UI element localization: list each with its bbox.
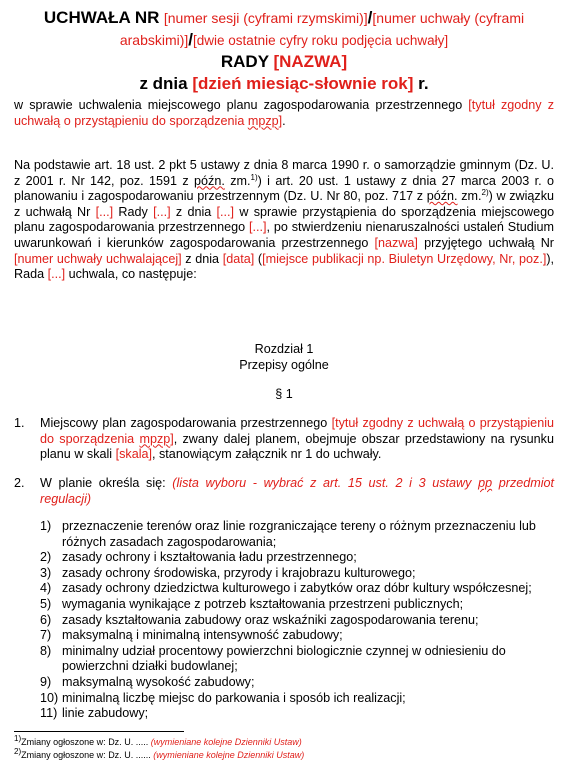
placeholder: [nazwa] xyxy=(374,235,418,250)
basis-text: przyjętego uchwałą Nr xyxy=(424,235,554,250)
footnote-source: Dz. U. ..... xyxy=(108,737,149,747)
resolution-number-placeholder: [numer uchwały (cyframi arabskimi)] xyxy=(119,10,525,48)
footnote-note: (wymieniane kolejne Dzienniki Ustaw) xyxy=(153,749,305,760)
list-item-text: minimalną liczbę miejsc do parkowania i sposób ich realizacji; xyxy=(62,690,406,705)
list-item xyxy=(40,628,554,644)
footnote-number: 2) xyxy=(14,746,22,756)
item-text xyxy=(40,416,554,463)
date-suffix: r. xyxy=(418,74,429,93)
year-placeholder: [dwie ostatnie cyfry roku podjęcia uchwały] xyxy=(193,33,449,48)
council-prefix: RADY xyxy=(220,52,269,71)
pp-abbrev: pp xyxy=(478,476,493,490)
item-text-part: W planie określa się: xyxy=(40,476,166,490)
placeholder: [miejsce publikacji np. Biuletyn Urzędowy, Nr, poz.] xyxy=(262,251,547,266)
placeholder: [...] xyxy=(47,267,66,282)
basis-text: zm. xyxy=(230,173,251,188)
item-text xyxy=(40,476,554,507)
pozn-abbrev: późn. xyxy=(194,173,225,188)
list-item-number: 11) xyxy=(40,706,58,721)
list-item-text: maksymalną i minimalną intensywność zabudowy; xyxy=(62,628,343,643)
item-text-part: Miejscowy plan zagospodarowania przestrzennego xyxy=(40,416,328,430)
scale-placeholder: [skala] xyxy=(115,447,153,462)
list-item-text: przeznaczenie terenów oraz linie rozgraniczające tereny o różnym przeznaczeniu lub różnych zasadach zagospodarowania; xyxy=(62,519,536,549)
footnote-ref[interactable]: 2) xyxy=(481,188,489,197)
note-text: (lista wyboru - wybrać z art. 15 ust. 2 i 3 ustawy xyxy=(172,476,472,490)
list-item xyxy=(40,519,554,550)
placeholder-close: ] xyxy=(278,113,283,128)
date-placeholder: [dzień miesiąc-słownie rok] xyxy=(192,74,414,93)
placeholder: [...] xyxy=(153,204,171,219)
regulation-scope-list xyxy=(40,519,554,722)
list-item-2 xyxy=(14,476,554,507)
basis-text: ) i art. 20 ust. 1 ustawy z dnia 27 marca 2003 r. o planowaniu i zagospodarowaniu przestrzennym (Dz. U. Nr 80, poz. 717 z xyxy=(14,173,555,204)
basis-text: z dnia xyxy=(185,251,220,266)
placeholder-close: ] xyxy=(170,431,174,446)
list-item xyxy=(40,675,554,691)
list-item-number: 7) xyxy=(40,628,52,643)
basis-text: ), Rada xyxy=(14,251,555,282)
section-mark: § 1 xyxy=(275,387,293,401)
basis-text: Na podstawie art. 18 ust. 2 pkt 5 ustawy z dnia 8 marca 1990 r. o samorządzie gminnym (Dz. U. z 2001 r. Nr 142, poz. 1591 z xyxy=(14,158,554,188)
list-item xyxy=(40,644,554,675)
date-line xyxy=(14,73,554,95)
mpzp-abbrev: mpzp xyxy=(247,113,279,128)
item-number: 2. xyxy=(14,476,25,490)
subject-paragraph xyxy=(14,98,554,129)
list-item-number: 9) xyxy=(40,674,52,689)
session-placeholder: [numer sesji (cyframi rzymskimi)] xyxy=(163,10,368,26)
list-item xyxy=(40,613,554,629)
list-item-text: zasady ochrony i kształtowania ładu przestrzennego; xyxy=(62,550,357,565)
placeholder-text: [tytuł zgodny z uchwałą o przystąpieniu do sporządzenia xyxy=(14,98,554,128)
basis-text: zm. xyxy=(461,189,482,204)
title-prefix: UCHWAŁA NR xyxy=(43,8,160,27)
list-item-text: zasady ochrony dziedzictwa kulturowego i zabytków oraz dóbr kultury współczesnej; xyxy=(62,581,532,596)
list-item-number: 1) xyxy=(40,519,52,533)
placeholder-text: [tytuł zgodny z uchwałą o przystąpieniu do sporządzenia xyxy=(40,416,554,446)
subject-end: . xyxy=(282,113,286,128)
note-text: przedmiot regulacji) xyxy=(40,476,555,506)
placeholder: [numer uchwały uchwalającej] xyxy=(14,251,182,266)
resolution-header xyxy=(14,7,554,95)
list-item-number: 5) xyxy=(40,596,52,611)
footnote-source: Dz. U. ...... xyxy=(108,749,151,760)
list-item xyxy=(40,597,554,613)
basis-text: Rady xyxy=(118,204,148,219)
chapter-title: Przepisy ogólne xyxy=(239,358,329,372)
list-item xyxy=(40,691,554,707)
subject-text: w sprawie uchwalenia miejscowego planu zagospodarowania przestrzennego xyxy=(14,98,463,112)
list-item-text: maksymalną wysokość zabudowy; xyxy=(62,674,255,689)
basis-text: uchwala, co następuje: xyxy=(68,267,197,282)
chapter-label: Rozdział 1 xyxy=(254,342,314,356)
list-item-number: 6) xyxy=(40,612,52,627)
list-item xyxy=(40,566,554,582)
item-number: 1. xyxy=(14,416,25,430)
pozn-abbrev: późn. xyxy=(426,189,458,204)
item-text-part: , zwany dalej planem, obejmuje obszar przedstawiony na rysunku planu w skali xyxy=(40,431,554,462)
list-item-1 xyxy=(14,416,554,463)
placeholder: [data] xyxy=(222,251,255,266)
list-item-text: zasady kształtowania zabudowy oraz wskaźniki zagospodarowania terenu; xyxy=(62,612,479,627)
list-item-text: minimalny udział procentowy powierzchni biologicznie czynnej w odniesieniu do powierzchni działki budowlanej; xyxy=(62,643,506,674)
mpzp-abbrev: mpzp xyxy=(139,431,171,446)
footnote xyxy=(14,746,305,762)
list-item xyxy=(40,706,554,722)
footnote-ref[interactable]: 1) xyxy=(250,172,258,182)
footnotes xyxy=(14,736,304,761)
item-text-part: , stanowiącym załącznik nr 1 do uchwały. xyxy=(152,447,382,462)
list-item-number: 2) xyxy=(40,550,52,565)
separator: / xyxy=(188,30,194,49)
list-item-text: wymagania wynikające z potrzeb kształtowania przestrzeni publicznych; xyxy=(62,596,464,611)
council-name-placeholder: [NAZWA] xyxy=(273,52,348,71)
basis-text: ) w związku z uchwałą Nr xyxy=(14,189,555,219)
council-line xyxy=(14,51,554,73)
footnote xyxy=(14,736,304,749)
list-item xyxy=(40,550,554,566)
legal-basis-paragraph xyxy=(14,158,554,283)
placeholder: [...] xyxy=(95,204,114,219)
footnote-label: Zmiany ogłoszone w: xyxy=(21,749,106,760)
list-item-number: 3) xyxy=(40,565,52,580)
list-item-number: 4) xyxy=(40,581,52,596)
placeholder: [...] xyxy=(216,204,235,219)
footnote-number: 1) xyxy=(14,734,22,743)
placeholder: [...] xyxy=(249,220,267,235)
list-item-text: linie zabudowy; xyxy=(62,706,149,721)
list-item xyxy=(40,581,554,597)
resolution-title-line xyxy=(14,7,554,51)
basis-text: w sprawie przystąpienia do sporządzenia miejscowego planu zagospodarowania przestrzennego xyxy=(14,204,555,235)
separator: / xyxy=(367,8,373,27)
list-item-text: zasady ochrony środowiska, przyrody i krajobrazu kulturowego; xyxy=(62,565,416,580)
footnote-label: Zmiany ogłoszone w: xyxy=(21,737,106,747)
basis-text: ( xyxy=(257,251,263,266)
list-item-number: 10) xyxy=(40,690,59,705)
footnote-note: (wymieniane kolejne Dzienniki Ustaw) xyxy=(150,737,302,747)
footnote-separator xyxy=(14,731,184,732)
basis-text: z dnia xyxy=(175,204,212,219)
list-item-number: 8) xyxy=(40,643,52,658)
date-prefix: z dnia xyxy=(139,74,188,93)
basis-text: , po stwierdzeniu nienaruszalności ustaleń Studium uwarunkowań i kierunków zagospodarowania przestrzennego xyxy=(14,220,555,250)
